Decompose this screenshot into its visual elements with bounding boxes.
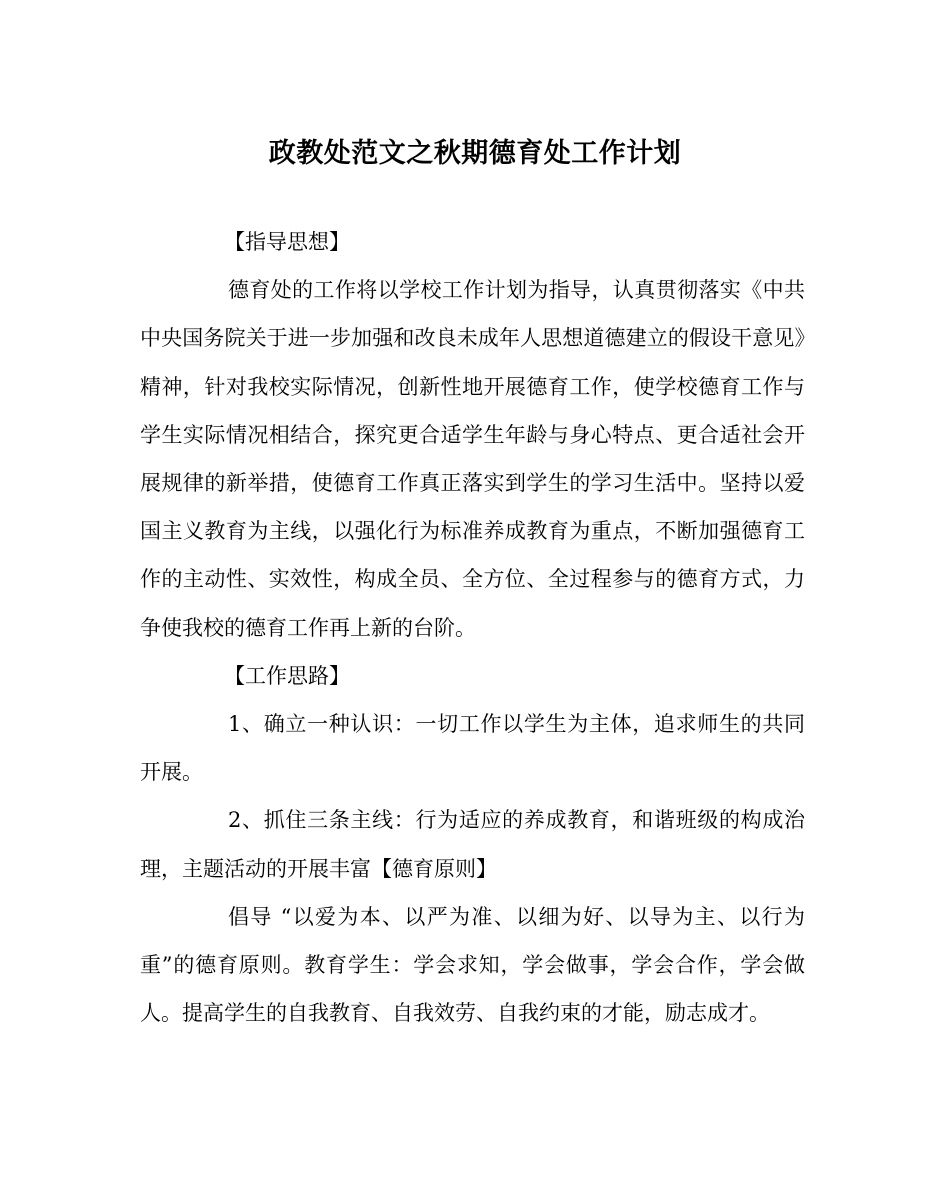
section-heading-guiding: 【指导思想】 xyxy=(224,230,350,254)
document-body xyxy=(140,218,805,1037)
page-title: 政教处范文之秋期德育处工作计划 xyxy=(268,138,682,169)
paragraph-approach-item-2: 2、抓住三条主线：行为适应的养成教育，和谐班级的构成治理，主题活动的开展丰富【德育原则】 xyxy=(140,808,805,881)
paragraph-principle: 倡导 “以爱为本、以严为准、以细为好、以导为主、以行为重”的德育原则。教育学生：学会求知，学会做事，学会合作，学会做人。提高学生的自我教育、自我效劳、自我约束的才能，励志成才。 xyxy=(140,904,805,1026)
paragraph-approach-item-1: 1、确立一种认识：一切工作以学生为主体，追求师生的共同开展。 xyxy=(140,712,805,785)
section-heading-approach: 【工作思路】 xyxy=(224,663,350,688)
paragraph-guiding: 德育处的工作将以学校工作计划为指导，认真贯彻落实《中共中央国务院关于进一步加强和改良未成年人思想道德建立的假设干意见》精神，针对我校实际情况，创新性地开展德育工作，使学校德育工作与学生实际情况相结合，探究更合适学生年龄与身心特点、更合适社会开展规律的新举措，使德育工作真正落实到学生的学习生活中。坚持以爱国主义教育为主线，以强化行为标准养成教育为重点，不断加强德育工作的主动性、实效性，构成全员、全方位、全过程参与的德育方式，力争使我校的德育工作再上新的台阶。 xyxy=(140,278,805,640)
